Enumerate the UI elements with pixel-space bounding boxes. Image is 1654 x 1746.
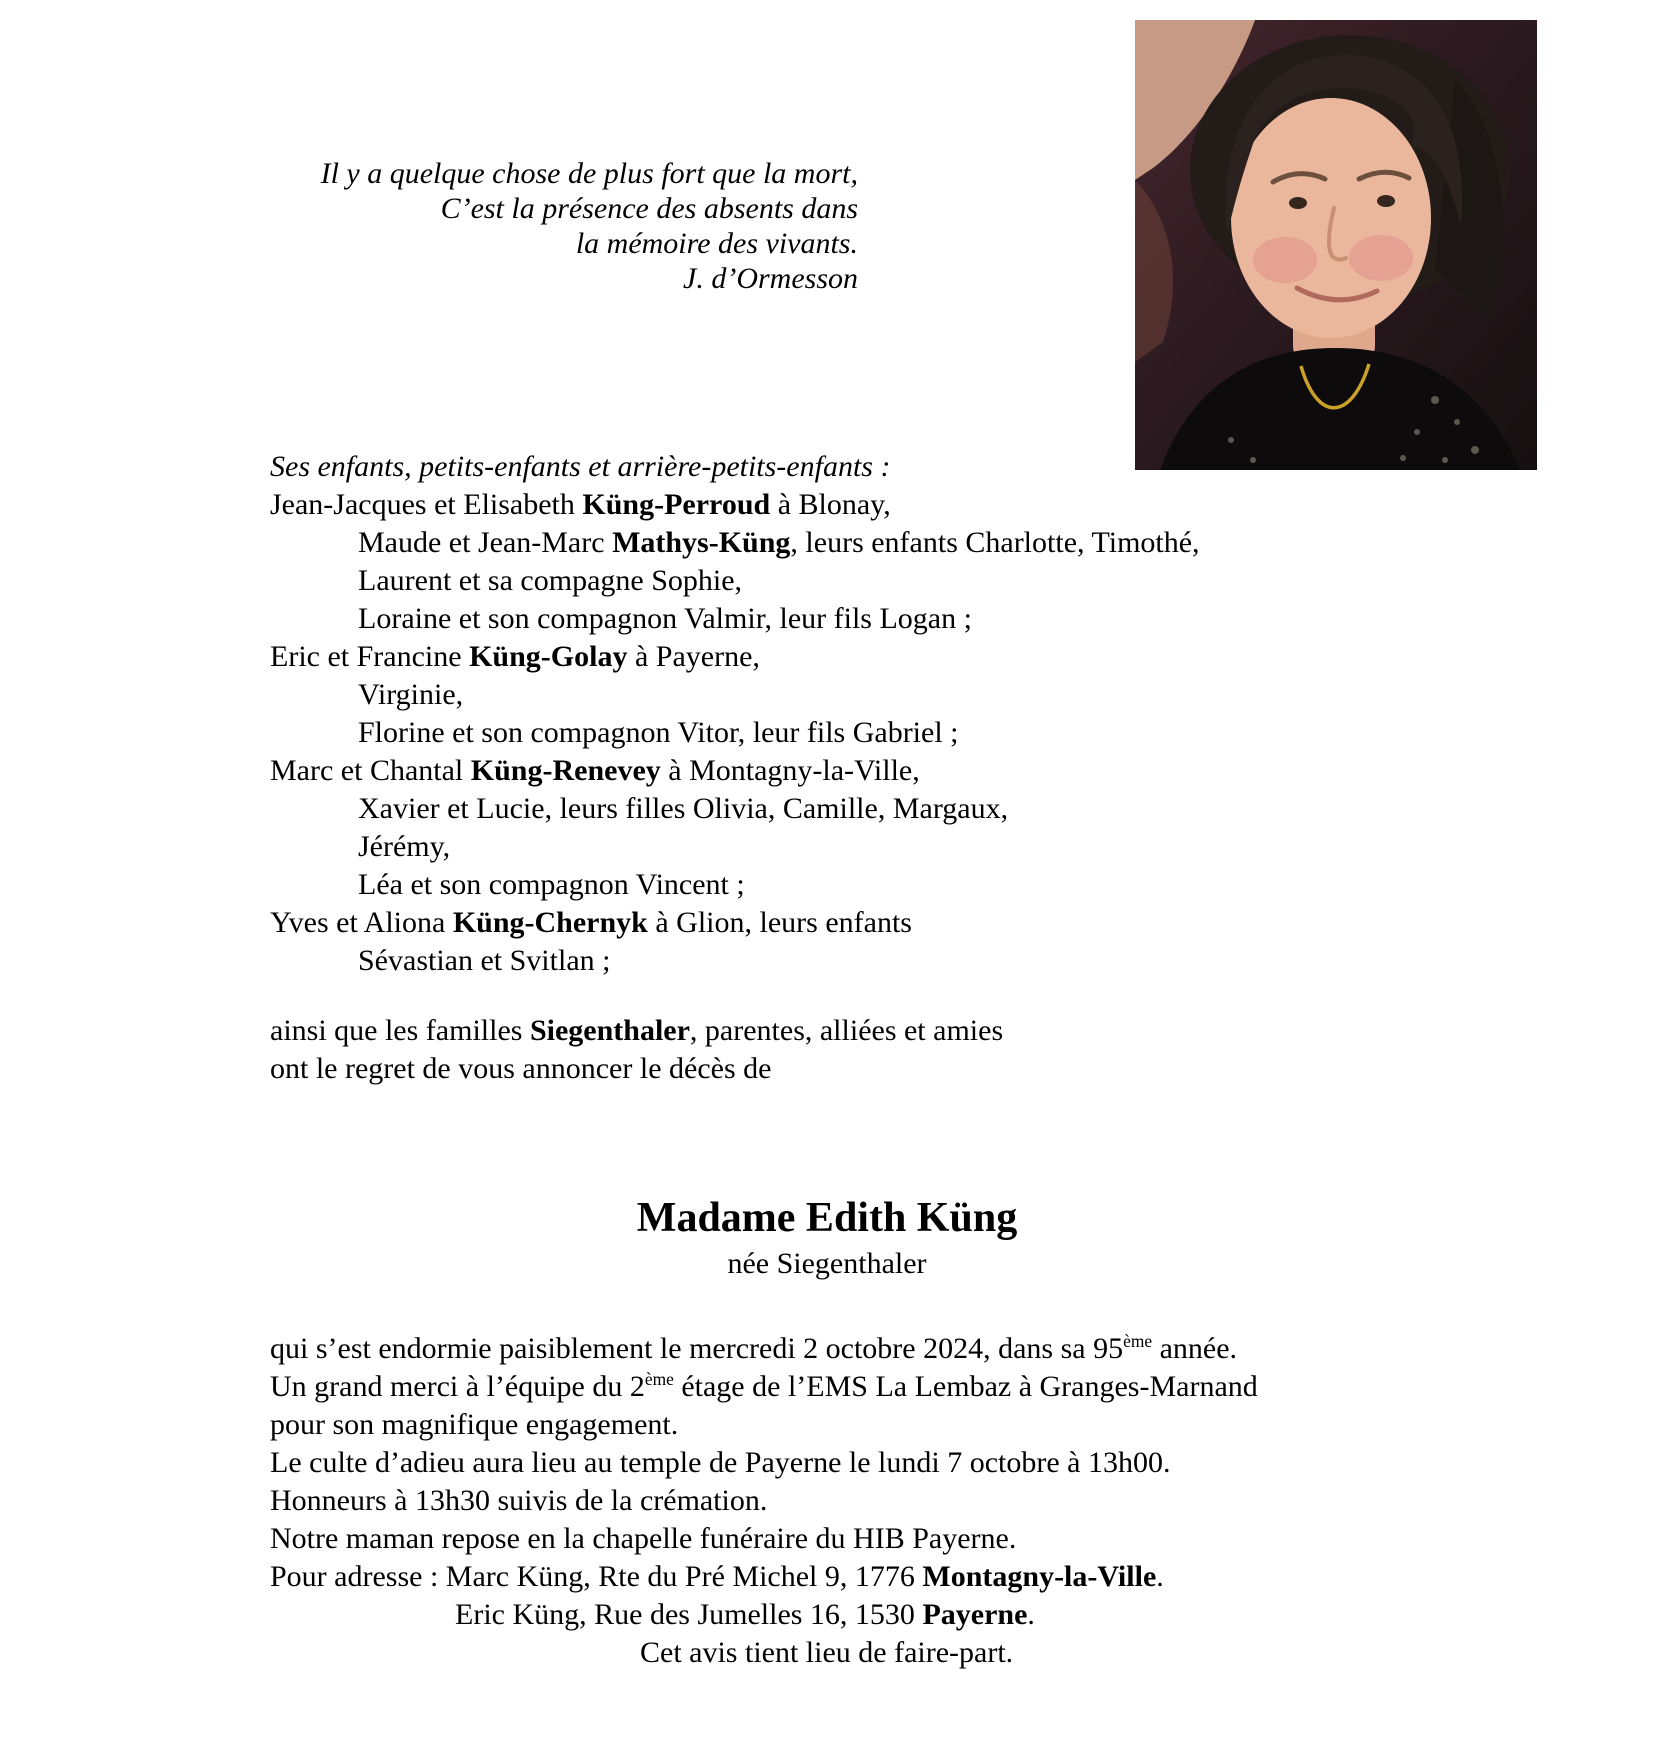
- deceased-heading: [0, 1192, 1654, 1284]
- text-segment: ème: [644, 1369, 674, 1389]
- funeral-details: [270, 1330, 1258, 1672]
- text-segment: Laurent et sa compagne Sophie,: [358, 564, 743, 597]
- text-segment: .: [1156, 1560, 1164, 1593]
- family-line: [358, 714, 1200, 752]
- text-segment: Eric Küng, Rue des Jumelles 16, 1530: [455, 1598, 923, 1631]
- text-segment: Honneurs à 13h30 suivis de la crémation.: [270, 1484, 768, 1517]
- family-line: [358, 676, 1200, 714]
- family-line: [270, 486, 1200, 524]
- text-segment: année.: [1152, 1332, 1238, 1365]
- text-segment: Léa et son compagnon Vincent ;: [358, 868, 745, 901]
- text-segment: Sévastian et Svitlan ;: [358, 944, 611, 977]
- text-segment: Virginie,: [358, 678, 464, 711]
- text-segment: C’est la présence des absents dans: [440, 192, 858, 225]
- family-line: [358, 942, 1200, 980]
- text-segment: Küng-Renevey: [470, 754, 661, 787]
- details-line: [270, 1444, 1258, 1482]
- text-segment: ont le regret de vous annoncer le décès de: [270, 1052, 772, 1085]
- text-segment: Yves et Aliona: [270, 906, 453, 939]
- text-segment: la mémoire des vivants.: [575, 227, 858, 260]
- text-segment: Marc et Chantal: [270, 754, 471, 787]
- epigraph-quote: [321, 156, 858, 296]
- text-segment: étage de l’EMS La Lembaz à Granges-Marnand: [673, 1370, 1258, 1403]
- text-segment: Florine et son compagnon Vitor, leur fils Gabriel ;: [358, 716, 959, 749]
- text-segment: Maude et Jean-Marc: [358, 526, 613, 559]
- text-segment: pour son magnifique engagement.: [270, 1408, 679, 1441]
- text-segment: Notre maman repose en la chapelle funéraire du HIB Payerne.: [270, 1522, 1017, 1555]
- text-segment: à Glion, leurs enfants: [647, 906, 912, 939]
- deceased-name: Madame Edith Küng: [636, 1195, 1018, 1241]
- family-line: [270, 904, 1200, 942]
- text-segment: Cet avis tient lieu de faire-part.: [640, 1636, 1014, 1669]
- text-segment: Pour adresse : Marc Küng, Rte du Pré Michel 9, 1776: [270, 1560, 923, 1593]
- family-line: [270, 638, 1200, 676]
- text-segment: Küng-Perroud: [582, 488, 771, 521]
- family-intro: Ses enfants, petits-enfants et arrière-petits-enfants :: [270, 450, 891, 483]
- family-line: [358, 562, 1200, 600]
- announcement-line: [270, 1012, 1003, 1050]
- text-segment: à Blonay,: [770, 488, 891, 521]
- text-segment: J. d’Ormesson: [683, 262, 858, 295]
- details-line: [270, 1330, 1258, 1368]
- text-segment: Küng-Golay: [469, 640, 628, 673]
- details-line: [270, 1558, 1258, 1596]
- quote-line: [321, 191, 858, 226]
- text-segment: ème: [1123, 1331, 1153, 1351]
- details-line: [270, 1482, 1258, 1520]
- family-list: [270, 486, 1200, 980]
- details-line: [455, 1596, 1258, 1634]
- text-segment: Jean-Jacques et Elisabeth: [270, 488, 583, 521]
- family-section: [270, 448, 1200, 980]
- text-segment: ainsi que les familles: [270, 1014, 530, 1047]
- text-segment: Xavier et Lucie, leurs filles Olivia, Camille, Margaux,: [358, 792, 1009, 825]
- text-segment: .: [1027, 1598, 1035, 1631]
- quote-line: [321, 261, 858, 296]
- announcement-line: [270, 1050, 1003, 1088]
- text-segment: Loraine et son compagnon Valmir, leur fils Logan ;: [358, 602, 972, 635]
- family-line: [270, 752, 1200, 790]
- text-segment: à Payerne,: [627, 640, 760, 673]
- text-segment: , parentes, alliées et amies: [689, 1014, 1004, 1047]
- quote-line: [321, 226, 858, 261]
- family-line: [358, 600, 1200, 638]
- text-segment: Eric et Francine: [270, 640, 470, 673]
- portrait-photo: [1135, 20, 1537, 470]
- details-line: [270, 1406, 1258, 1444]
- family-line: [358, 524, 1200, 562]
- text-segment: à Montagny-la-Ville,: [660, 754, 920, 787]
- text-segment: Un grand merci à l’équipe du 2: [270, 1370, 645, 1403]
- text-segment: qui s’est endormie paisiblement le mercredi 2 octobre 2024, dans sa 95: [270, 1332, 1124, 1365]
- family-line: [358, 828, 1200, 866]
- announcement-block: [270, 1012, 1003, 1088]
- text-segment: Mathys-Küng: [612, 526, 791, 559]
- details-line: [270, 1368, 1258, 1406]
- text-segment: Küng-Chernyk: [452, 906, 648, 939]
- family-line: [358, 866, 1200, 904]
- family-line: [358, 790, 1200, 828]
- text-segment: Il y a quelque chose de plus fort que la mort,: [320, 157, 858, 190]
- details-line: [270, 1520, 1258, 1558]
- text-segment: Le culte d’adieu aura lieu au temple de Payerne le lundi 7 octobre à 13h00.: [270, 1446, 1171, 1479]
- text-segment: Jérémy,: [358, 830, 451, 863]
- text-segment: Montagny-la-Ville: [922, 1560, 1157, 1593]
- text-segment: Siegenthaler: [529, 1014, 690, 1047]
- text-segment: , leurs enfants Charlotte, Timothé,: [790, 526, 1200, 559]
- quote-line: [321, 156, 858, 191]
- text-segment: Payerne: [922, 1598, 1028, 1631]
- details-line: [640, 1634, 1258, 1672]
- portrait-photo-image: [1135, 20, 1537, 470]
- deceased-maiden-name: née Siegenthaler: [727, 1247, 927, 1280]
